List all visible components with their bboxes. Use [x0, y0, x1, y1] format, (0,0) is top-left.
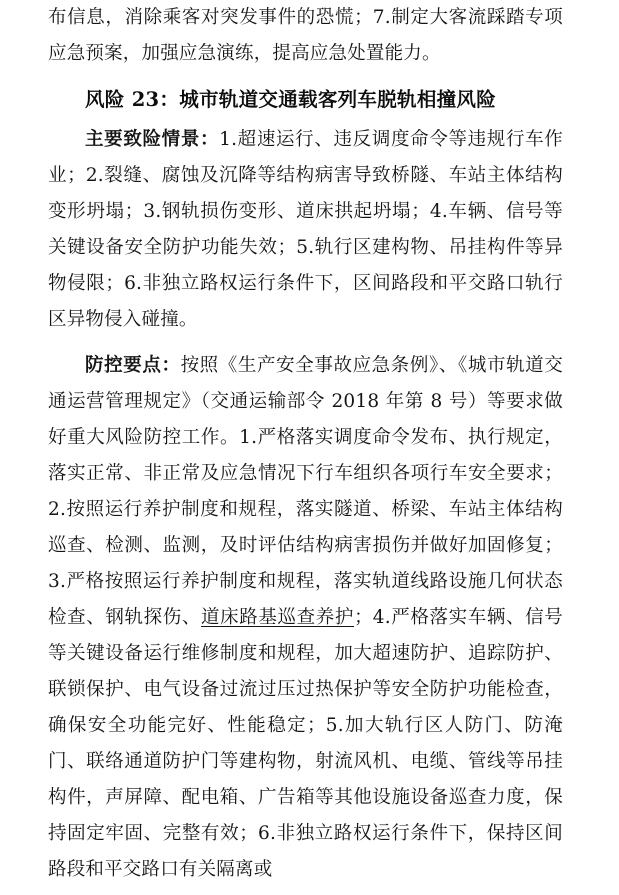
main-causes-paragraph — [48, 122, 563, 338]
main-causes-text: 1.超速运行、违反调度命令等违规行车作业；2.裂缝、腐蚀及沉降等结构病害导致桥隧、车站主体结构变形坍塌；3.钢轨损伤变形、道床拱起坍塌；4.车辆、信号等关键设备安全防护功能失效；5.轨行区建构物、吊挂构件等异物侵限；6.非独立路权运行条件下，区间路段和平交路口轨行区异物侵入碰撞。 — [48, 129, 563, 330]
prevention-label: 防控要点： — [85, 355, 181, 376]
risk-heading: 风险 23：城市轨道交通载客列车脱轨相撞风险 — [85, 88, 497, 111]
paragraph-top: 布信息，消除乘客对突发事件的恐慌；7.制定大客流踩踏专项应急预案，加强应急演练，提高应急处置能力。 — [48, 7, 563, 64]
main-causes-label: 主要致险情景： — [85, 129, 220, 150]
prevention-paragraph — [48, 348, 563, 888]
prevention-text-part1: 按照《生产安全事故应急条例》、《城市轨道交通运营管理规定》（交通运输部令 2018 年第 8 号）等要求做好重大风险防控工作。1.严格落实调度命令发布、执行规定，落实正常、非正常及应急情况下行车组织各项行车安全要求；2.按照运行养护制度和规程，落实隧道、桥梁、车站主体结构巡查、检测、监测，及时评估结构病害损伤并做好加固修复；3.严格按照运行养护制度和规程，落实轨道线路设施几何状态检查、钢轨探伤、 — [48, 355, 563, 628]
prevention-underlined-segment: 道床路基巡查养护 — [201, 607, 355, 628]
spacer — [48, 338, 563, 348]
spacer — [48, 72, 563, 82]
prevention-text-part2: ；4.严格落实车辆、信号等关键设备运行维修制度和规程，加大超速防护、追踪防护、联锁保护、电气设备过流过压过热保护等安全防护功能检查，确保安全功能完好、性能稳定；5.加大轨行区人防门、防淹门、联络通道防护门等建构物，射流风机、电缆、管线等吊挂构件，声屏障、配电箱、广告箱等其他设施设备巡查力度，保持固定牢固、完整有效；6.非独立路权运行条件下，保持区间路段和平交路口有关隔离或 — [48, 607, 563, 880]
